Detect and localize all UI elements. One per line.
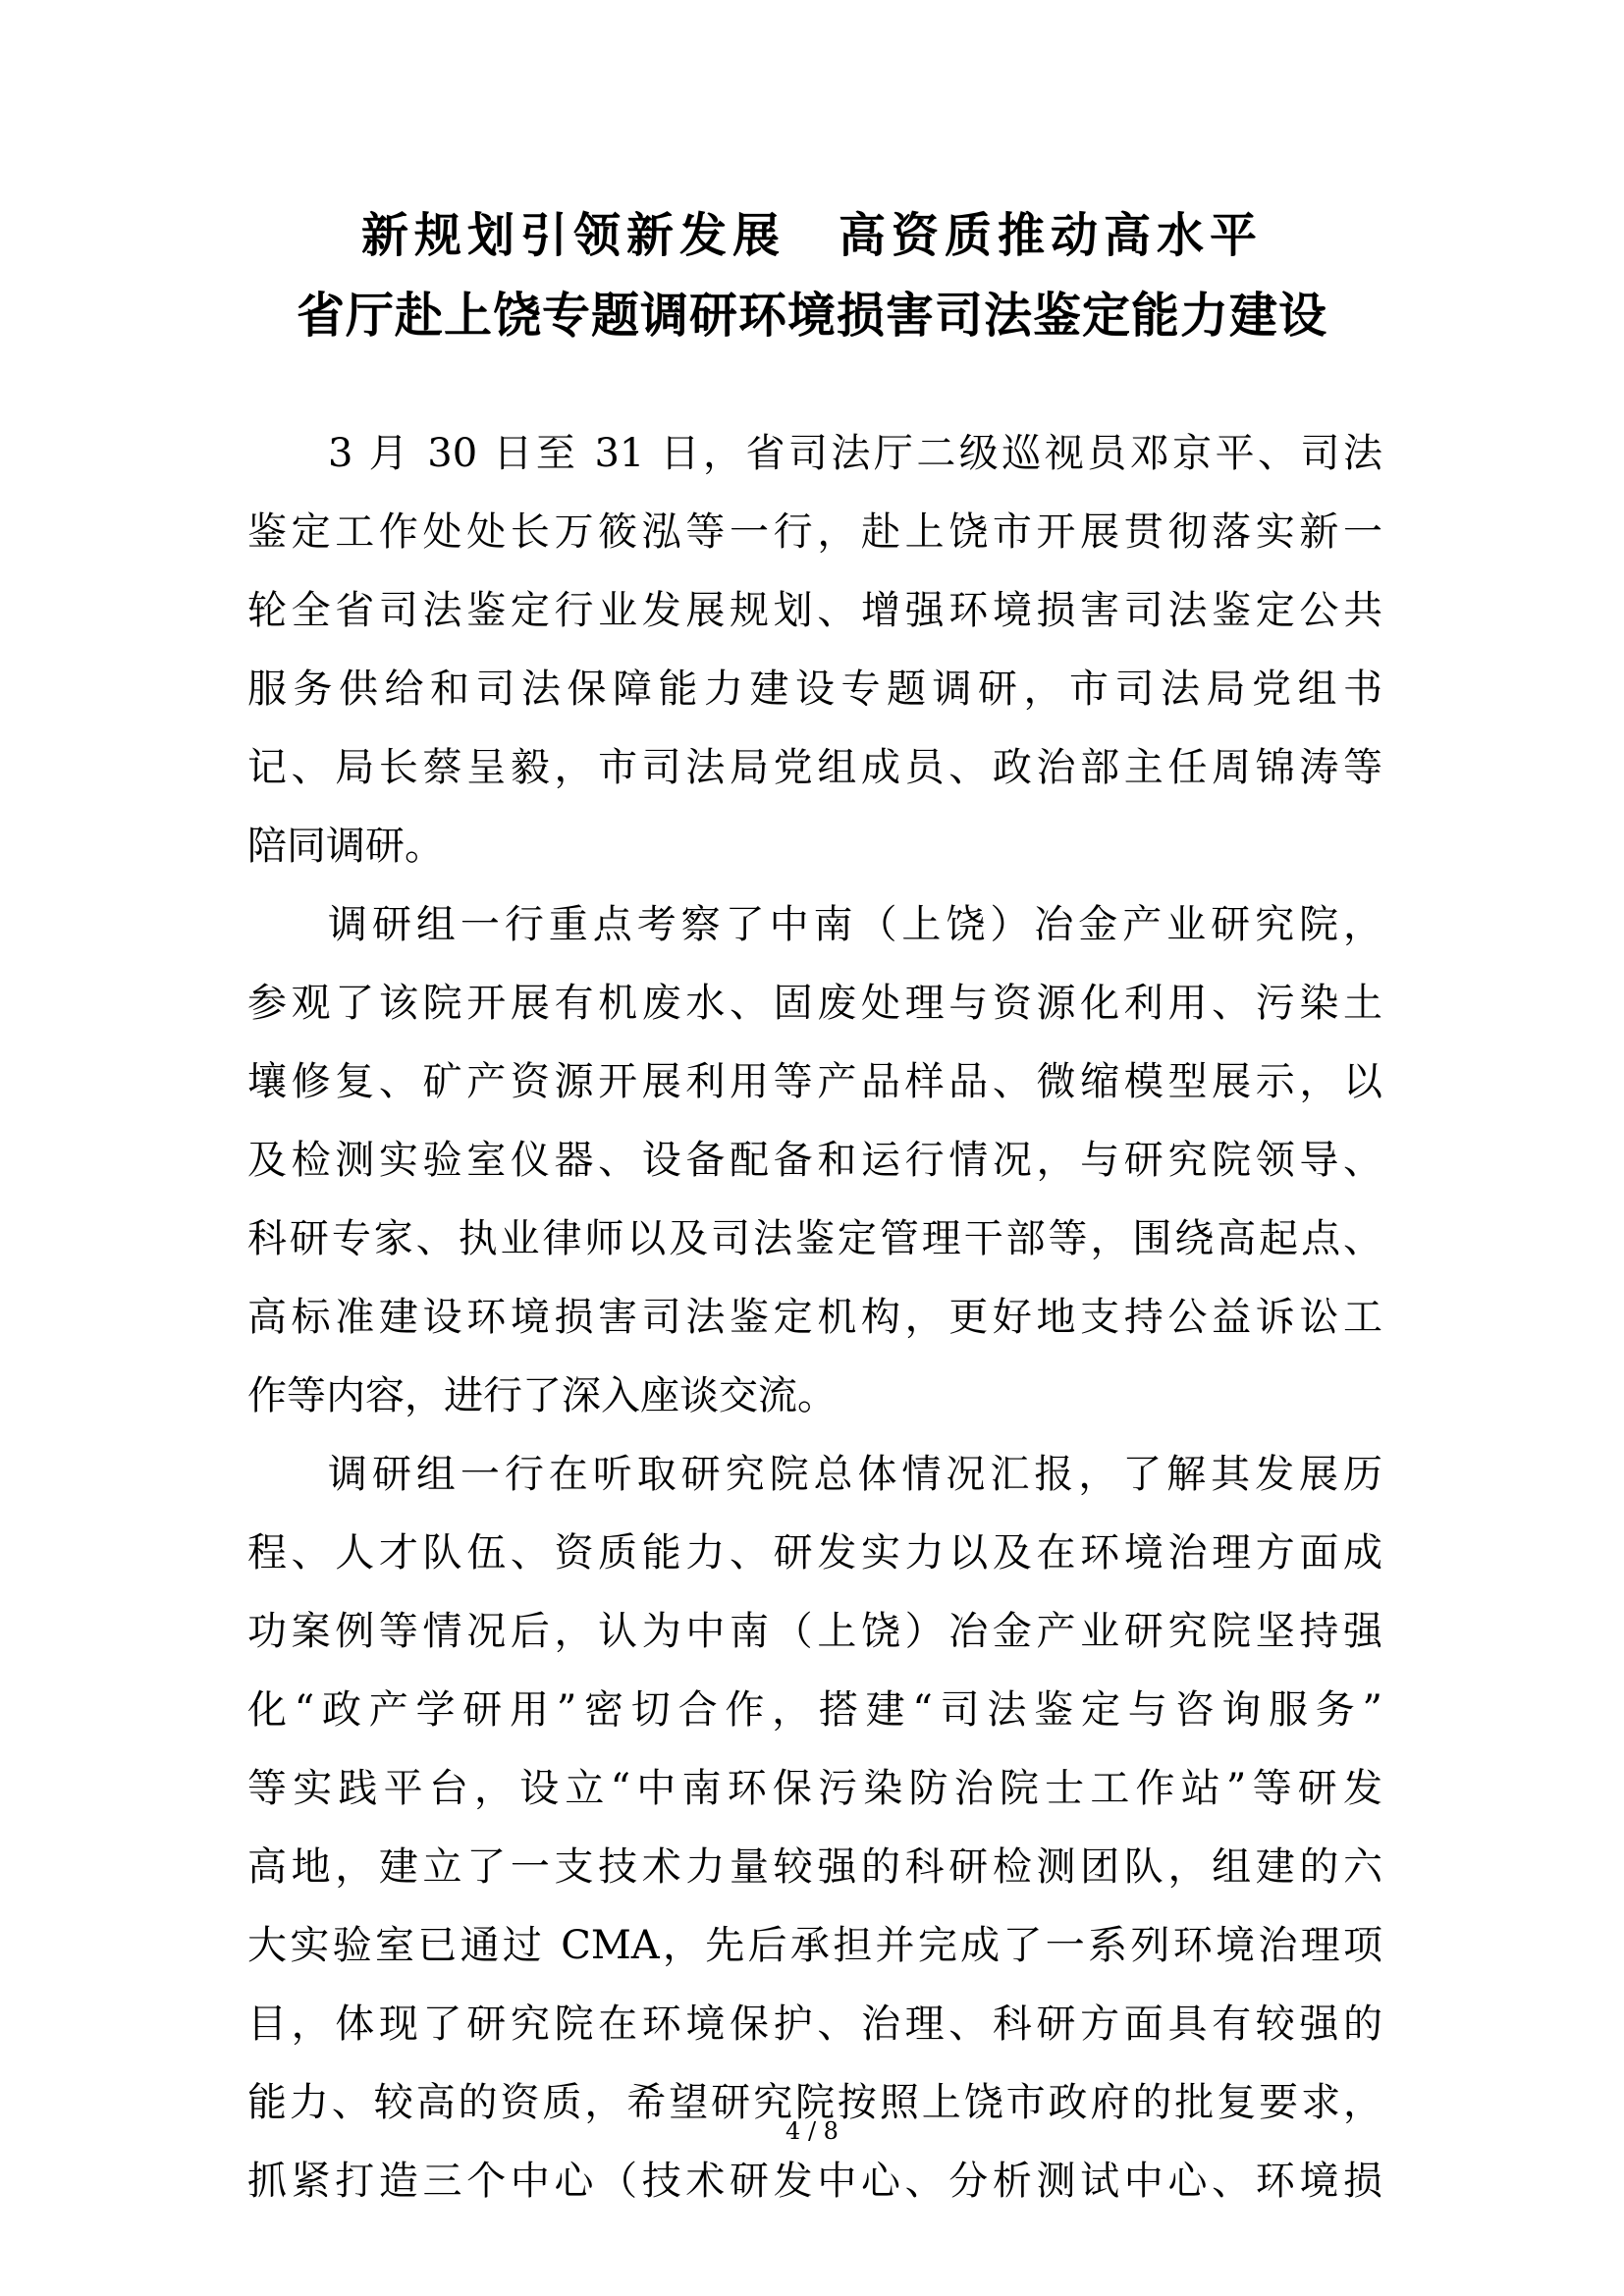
text-line: 调研组一行在听取研究院总体情况汇报，了解其发展历 — [328, 1452, 1382, 1497]
text-line: 功案例等情况后，认为中南（上饶）冶金产业研究院坚持强 — [247, 1609, 1382, 1654]
article-body — [247, 424, 1382, 2230]
text-line: 轮全省司法鉴定行业发展规划、增强环境损害司法鉴定公共 — [247, 588, 1382, 633]
text-line: 服务供给和司法保障能力建设专题调研，市司法局党组书 — [247, 667, 1382, 712]
text-line: 作等内容，进行了深入座谈交流。 — [247, 1373, 837, 1418]
text-line: 高标准建设环境损害司法鉴定机构，更好地支持公益诉讼工 — [247, 1295, 1382, 1340]
text-line: 壤修复、矿产资源开展利用等产品样品、微缩模型展示，以 — [247, 1059, 1382, 1104]
page-number: 4 / 8 — [785, 2117, 839, 2145]
text-line: 目，体现了研究院在环境保护、治理、科研方面具有较强的 — [247, 2002, 1382, 2047]
text-line: 高地，建立了一支技术力量较强的科研检测团队，组建的六 — [247, 1844, 1382, 1890]
text-line: 等实践平台，设立“中南环保污染防治院士工作站”等研发 — [247, 1766, 1382, 1811]
paragraph-3 — [247, 1445, 1382, 2230]
text-line: 能力、较高的资质，希望研究院按照上饶市政府的批复要求， — [247, 2080, 1382, 2125]
text-line: 记、局长蔡呈毅，市司法局党组成员、政治部主任周锦涛等 — [247, 745, 1382, 790]
text-line: 化“政产学研用”密切合作，搭建“司法鉴定与咨询服务” — [247, 1687, 1382, 1733]
text-line: 陪同调研。 — [247, 824, 444, 869]
text-line: 抓紧打造三个中心（技术研发中心、分析测试中心、环境损 — [247, 2159, 1382, 2204]
text-line: 程、人才队伍、资质能力、研发实力以及在环境治理方面成 — [247, 1530, 1382, 1575]
text-line: 参观了该院开展有机废水、固废处理与资源化利用、污染土 — [247, 981, 1382, 1026]
text-line: 调研组一行重点考察了中南（上饶）冶金产业研究院， — [328, 902, 1382, 947]
text-line: 鉴定工作处处长万筱泓等一行，赴上饶市开展贯彻落实新一 — [247, 509, 1382, 555]
text-line: 大实验室已通过 CMA，先后承担并完成了一系列环境治理项 — [247, 1923, 1382, 1968]
text-line: 及检测实验室仪器、设备配备和运行情况，与研究院领导、 — [247, 1138, 1382, 1183]
text-line: 科研专家、执业律师以及司法鉴定管理干部等，围绕高起点、 — [247, 1216, 1382, 1261]
headline-line-1: 新规划引领新发展 高资质推动高水平 — [360, 208, 1263, 263]
paragraph-2 — [247, 895, 1382, 1445]
headline-line-2: 省厅赴上饶专题调研环境损害司法鉴定能力建设 — [296, 288, 1327, 344]
text-line: 3 月 30 日至 31 日，省司法厅二级巡视员邓京平、司法 — [328, 431, 1382, 476]
paragraph-1 — [247, 424, 1382, 895]
